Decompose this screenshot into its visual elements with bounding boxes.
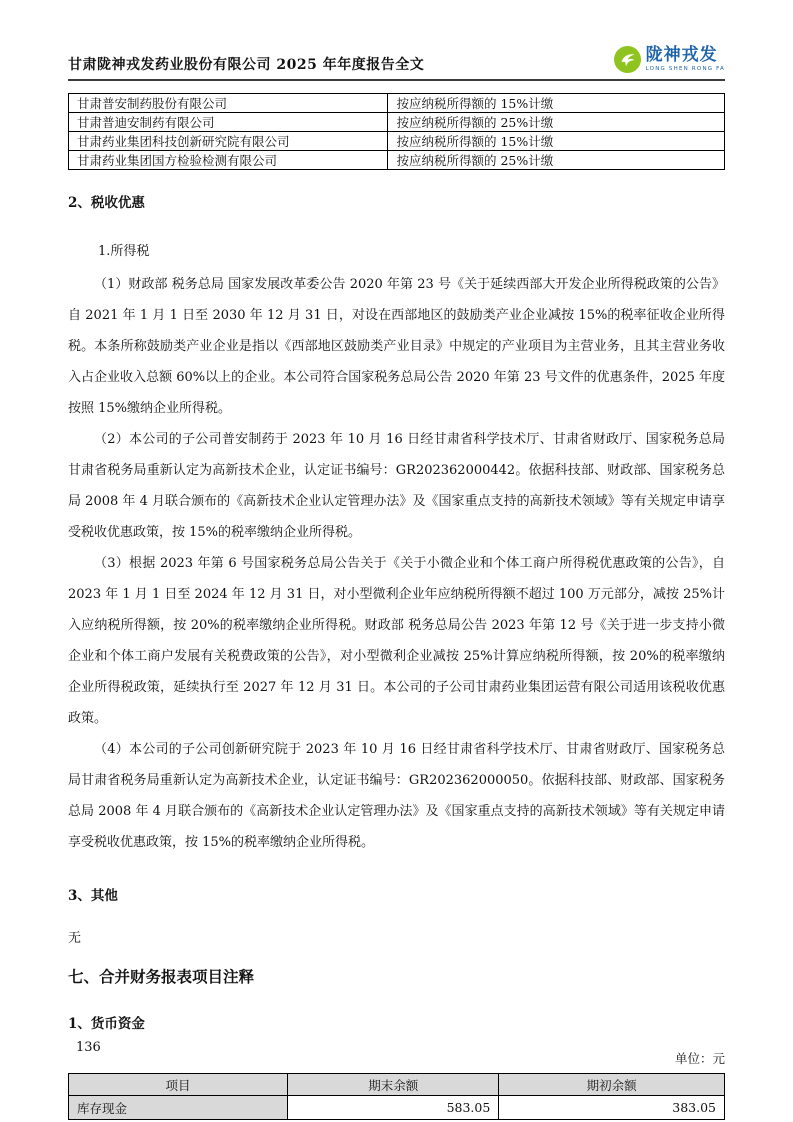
paragraph-1: （1）财政部 税务总局 国家发展改革委公告 2020 年第 23 号《关于延续西部大开发企业所得税政策的公告》自 2021 年 1 月 1 日至 2030 年 12 月 31 日，对设在西部地区的鼓励类产业企业减按 15%的税率征收企业所得税。本条所称鼓励类产业企业是指以《西部地区鼓励类产业目录》中规定的产业项目为主营业务，且其主营业务收入占企业收入总额 60%以上的企业。本公司符合国家税务总局公告 2020 年第 23 号文件的优惠条件，2025 年度按照 15%缴纳企业所得税。 bbox=[68, 277, 725, 416]
monetary-funds-table bbox=[68, 1073, 725, 1120]
unit-label: 单位：元 bbox=[674, 1051, 725, 1066]
company-cell: 甘肃药业集团科技创新研究院有限公司 bbox=[69, 132, 388, 151]
report-header bbox=[68, 0, 725, 81]
section-heading-other: 3、其他 bbox=[68, 888, 118, 904]
company-logo bbox=[614, 46, 725, 74]
other-body-none: 无 bbox=[68, 931, 82, 946]
header-ending-balance: 期末余额 bbox=[288, 1074, 499, 1096]
section-heading-monetary-funds: 1、货币资金 bbox=[68, 1016, 145, 1032]
section-heading-notes: 七、合并财务报表项目注释 bbox=[68, 967, 255, 986]
paragraph-4: （4）本公司的子公司创新研究院于 2023 年 10 月 16 日经甘肃省科学技术厅、甘肃省财政厅、国家税务总局甘肃省税务局重新认定为高新技术企业，认定证书编号：GR202362000050。依据科技部、财政部、国家税务总局 2008 年 4 月联合颁布的《高新技术企业认定管理办法》及《国家重点支持的高新技术领域》等有关规定申请享受税收优惠政策，按 15%的税率缴纳企业所得税。 bbox=[68, 742, 725, 850]
table-header-row bbox=[69, 1074, 725, 1096]
item-cell: 库存现金 bbox=[69, 1096, 288, 1120]
logo-name: 陇神戎发 bbox=[645, 44, 718, 65]
section-heading-tax-preference: 2、税收优惠 bbox=[68, 195, 145, 211]
ending-balance-cell: 583.05 bbox=[288, 1096, 499, 1120]
header-beginning-balance: 期初余额 bbox=[499, 1074, 725, 1096]
subsidiary-tax-table bbox=[68, 93, 725, 170]
logo-subtitle: LONG SHEN RONG FA bbox=[645, 65, 725, 72]
company-cell: 甘肃普安制药股份有限公司 bbox=[69, 94, 388, 113]
subsection-heading-income-tax: 1.所得税 bbox=[98, 244, 150, 259]
tax-preference-paragraphs bbox=[68, 269, 725, 858]
paragraph-3: （3）根据 2023 年第 6 号国家税务总局公告关于《关于小微企业和个体工商户所得税优惠政策的公告》，自 2023 年 1 月 1 日至 2024 年 12 月 31 日，对小型微利企业年应纳税所得额不超过 100 万元部分，减按 25%计入应纳税所得额，按 20%的税率缴纳企业所得税。财政部 税务总局公告 2023 年第 12 号《关于进一步支持小微企业和个体工商户发展有关税费政策的公告》，对小型微利企业减按 25%计算应纳税所得额，按 20%的税率缴纳企业所得税政策，延续执行至 2027 年 12 月 31 日。本公司的子公司甘肃药业集团运营有限公司适用该税收优惠政策。 bbox=[68, 556, 725, 726]
table-row bbox=[69, 94, 725, 113]
rate-cell: 按应纳税所得额的 25%计缴 bbox=[388, 151, 725, 170]
report-title: 甘肃陇神戎发药业股份有限公司 2025 年年度报告全文 bbox=[68, 57, 425, 73]
company-cell: 甘肃普迪安制药有限公司 bbox=[69, 113, 388, 132]
rate-cell: 按应纳税所得额的 15%计缴 bbox=[388, 132, 725, 151]
table-row bbox=[69, 151, 725, 170]
page-number: 136 bbox=[76, 1040, 101, 1055]
table-row bbox=[69, 1096, 725, 1120]
table-row bbox=[69, 132, 725, 151]
paragraph-2: （2）本公司的子公司普安制药于 2023 年 10 月 16 日经甘肃省科学技术厅、甘肃省财政厅、国家税务总局甘肃省税务局重新认定为高新技术企业，认定证书编号：GR202362000442。依据科技部、财政部、国家税务总局 2008 年 4 月联合颁布的《高新技术企业认定管理办法》及《国家重点支持的高新技术领域》等有关规定申请享受税收优惠政策，按 15%的税率缴纳企业所得税。 bbox=[68, 432, 725, 540]
beginning-balance-cell: 383.05 bbox=[499, 1096, 725, 1120]
company-cell: 甘肃药业集团国方检验检测有限公司 bbox=[69, 151, 388, 170]
rate-cell: 按应纳税所得额的 15%计缴 bbox=[388, 94, 725, 113]
rate-cell: 按应纳税所得额的 25%计缴 bbox=[388, 113, 725, 132]
table-row bbox=[69, 113, 725, 132]
logo-bird-icon bbox=[614, 46, 641, 73]
header-item: 项目 bbox=[69, 1074, 288, 1096]
